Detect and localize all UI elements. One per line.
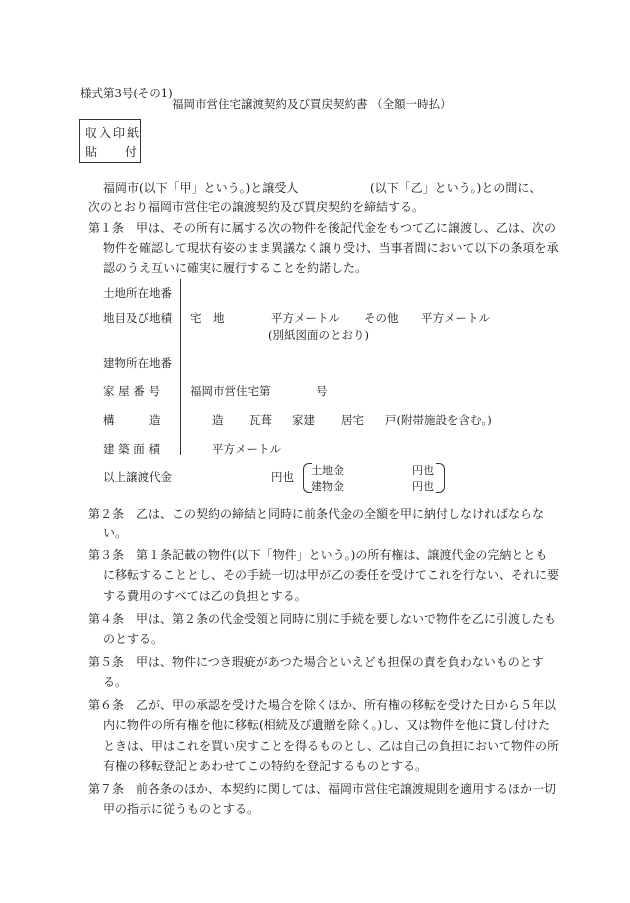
article5-line1: 第５条 甲は、物件につき瑕疵があつた場合といえども担保の責を負わないものとす [88,655,544,669]
article5-line2: る。 [103,675,128,689]
land-area-unit: 平方メートル [271,311,340,325]
stamp-label-attach: 付 [125,145,138,159]
article3-line3: する費用のすべては乙の負担とする。 [103,589,307,603]
building-location-label: 建物所在地番 [103,356,172,370]
preamble-line1b: (以下「乙」という。)との間に、 [370,181,542,195]
article1-line1: 第１条 甲は、その所有に属する次の物件を後記代金をもつて乙に譲渡し、乙は、次の [88,221,557,235]
article6-line1: 第６条 乙が、甲の承認を受けた場合を除くほか、所有権の移転を受けた日から５年以 [88,698,557,712]
article4-line1: 第４条 甲は、第２条の代金受領と同時に別に手続を要しないで物件を乙に引渡したも [88,612,557,626]
article2-line2: い。 [103,526,128,540]
article3-line2: に移転することとし、その手続一切は甲が乙の委任を受けてこれを行ない、それに要 [103,568,560,582]
article6-line2: 内に物件の所有権を他に移転(相続及び遺贈を除く。)し、又は物件を他に貸し付けた [103,718,551,732]
structure-type: 造 [212,413,224,427]
house-number-value: 福岡市営住宅第 [190,384,271,398]
preamble-line2: 次のとおり福岡市営住宅の譲渡契約及び買戻契約を締結する。 [88,200,425,214]
article1-line3: 認のうえ互いに確実に履行することを約諾した。 [103,261,368,275]
structure-units: 戸(附帯施設を含む。) [385,413,492,427]
structure-floors: 家建 [292,413,315,427]
structure-label: 構 造 [103,413,161,427]
article3-line1: 第３条 第１条記載の物件(以下「物件」という。)の所有権は、譲渡代金の完納ととも [88,548,548,562]
preamble-line1a: 福岡市(以下「甲」という。)と譲受人 [103,181,299,195]
stamp-label-paste: 貼 [85,145,98,159]
transfer-price-label: 以上譲渡代金 [103,470,172,484]
price-breakdown-close-bracket [436,463,445,493]
land-price-unit: 円也 [412,464,434,477]
land-map-note: (別紙図面のとおり) [268,328,369,342]
stamp-label-line1: 収入印紙 [85,126,142,140]
land-category-value: 宅 地 [190,311,225,325]
article6-line3: ときは、甲はこれを買い戻すことを得るものとし、乙は自己の負担において物件の所 [103,739,560,753]
building-price-unit: 円也 [412,480,434,493]
article6-line4: 有権の移転登記とあわせてこの特約を登記するものとする。 [103,759,428,773]
building-price-label: 建物金 [311,480,344,493]
structure-use: 居宅 [341,413,364,427]
transfer-price-unit: 円也 [271,470,294,484]
floor-area-label: 建 築 面 積 [103,442,160,456]
land-price-label: 土地金 [311,464,344,477]
structure-roof: 瓦葺 [249,413,272,427]
property-divider-line [180,279,181,455]
article7-line2: 甲の指示に従うものとする。 [103,802,260,816]
house-number-suffix: 号 [316,384,328,398]
land-location-label: 土地所在地番 [103,286,172,300]
article1-line2: 物件を確認して現状有姿のまま異議なく譲り受け、当事者間において以下の条項を承 [103,241,559,255]
article7-line1: 第７条 前各条のほか、本契約に関しては、福岡市営住宅譲渡規則を適用するほか一切 [88,782,557,796]
article4-line2: のとする。 [103,632,164,646]
article2-line1: 第２条 乙は、この契約の締結と同時に前条代金の全額を甲に納付しなければならな [88,507,545,521]
form-number: 様式第3号(その1) [80,86,173,100]
land-other-label: その他 [364,311,399,325]
document-title: 福岡市営住宅譲渡契約及び買戻契約書 （全額一時払） [172,97,452,111]
house-number-label: 家 屋 番 号 [103,384,160,398]
land-other-unit: 平方メートル [421,311,490,325]
land-category-label: 地目及び地積 [103,311,172,325]
floor-area-unit: 平方メートル [212,442,281,456]
